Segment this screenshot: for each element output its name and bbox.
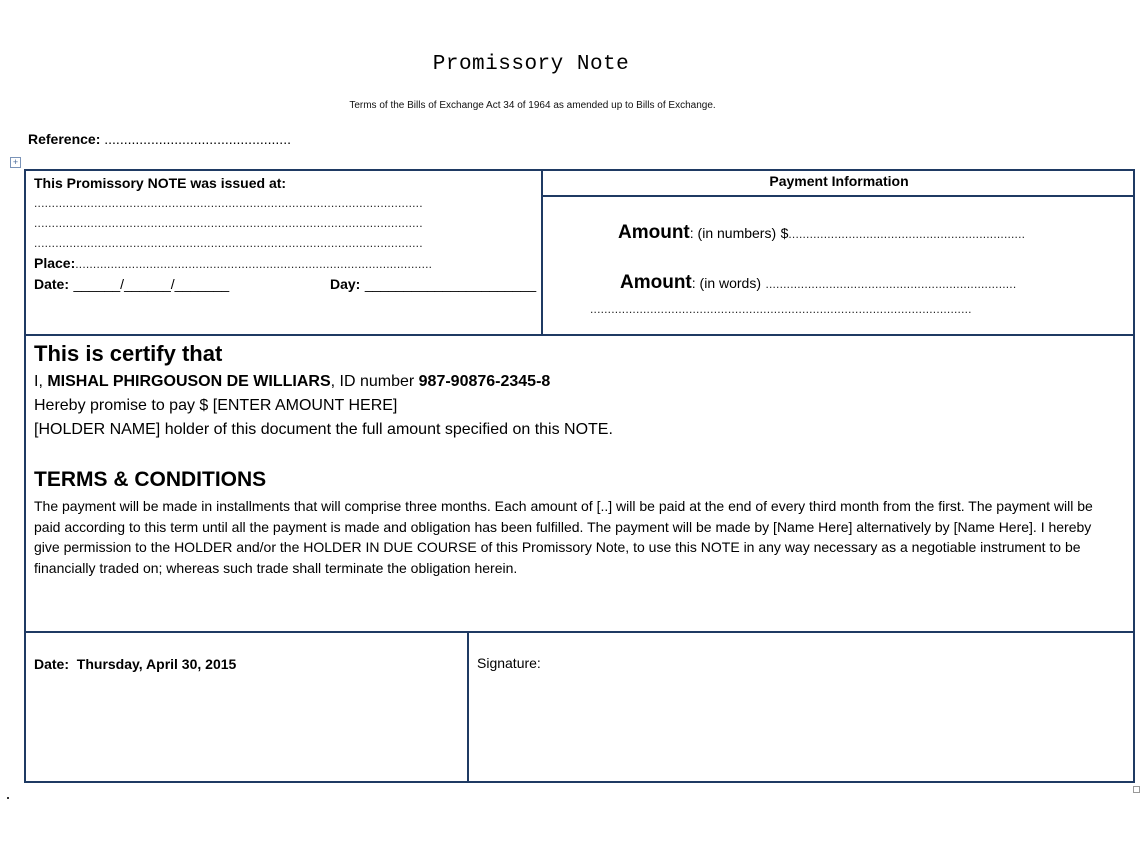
certify-line-identity	[34, 373, 550, 391]
place-line	[34, 255, 432, 273]
amount-numbers-label: Amount	[618, 222, 690, 243]
currency-prefix: $	[780, 225, 789, 241]
day-line	[330, 276, 536, 294]
document-title: Promissory Note	[432, 53, 630, 76]
id-number: 987-90876-2345-8	[418, 373, 551, 390]
document-subtitle: Terms of the Bills of Exchange Act 34 of 1964 as amended up to Bills of Exchange.	[349, 100, 716, 111]
identity-prefix: I,	[34, 373, 48, 390]
issued-at-label: This Promissory NOTE was issued at:	[34, 175, 287, 191]
issued-blank-line[interactable]: ..............................................................................................................	[34, 216, 423, 230]
amount-numbers-hint: : (in numbers)	[689, 225, 777, 241]
reference-blank[interactable]: ................................................	[104, 131, 291, 147]
amount-words-hint: : (in words)	[691, 275, 761, 291]
certify-line-holder: [HOLDER NAME] holder of this document the full amount specified on this NOTE.	[34, 421, 613, 438]
issued-blank-line[interactable]: ..............................................................................................................	[34, 196, 423, 210]
amount-numbers-line	[618, 222, 1025, 244]
certify-line-promise: Hereby promise to pay $ [ENTER AMOUNT HERE]	[34, 397, 398, 414]
place-blank[interactable]: .....................................................................................................	[75, 257, 433, 271]
issued-date-label: Date:	[34, 276, 70, 292]
column-divider-bottom	[467, 631, 469, 783]
amount-words-label: Amount	[620, 272, 692, 293]
reference-line	[28, 131, 291, 147]
table-resize-handle[interactable]	[1133, 786, 1140, 793]
reference-label: Reference:	[28, 131, 101, 147]
debtor-name: MISHAL PHIRGOUSON DE WILLIARS	[47, 373, 331, 390]
amount-words-blank[interactable]: .......................................................................	[765, 277, 1017, 291]
certify-heading: This is certify that	[34, 341, 223, 366]
terms-heading: TERMS & CONDITIONS	[34, 468, 267, 491]
footer-date-value: Thursday, April 30, 2015	[76, 656, 237, 672]
footer-date-line	[34, 656, 236, 672]
issued-date-blank[interactable]: ______/______/_______	[73, 276, 230, 292]
row-divider-top	[543, 195, 1135, 197]
paragraph-mark	[7, 797, 9, 799]
footer-date-label: Date:	[34, 656, 70, 672]
payment-info-header: Payment Information	[769, 173, 909, 189]
place-label: Place:	[34, 255, 76, 271]
row-divider-bottom	[24, 631, 1135, 633]
day-label: Day:	[330, 276, 361, 292]
row-divider-middle	[24, 334, 1135, 336]
identity-mid: , ID number	[330, 373, 419, 390]
signature-label: Signature:	[477, 655, 541, 671]
amount-numbers-blank[interactable]: ...................................................................	[788, 227, 1026, 241]
amount-words-line	[620, 272, 1016, 294]
terms-body: The payment will be made in installments that will comprise three months. Each amount of [..] will be paid at the end of every third month from the first. The payment will be paid according to this term until all the payment is made and obligation has been fulfilled. The payment will be made by [Name Here] alternatively by [Name Here]. I hereby give permission to the HOLDER and/or the HOLDER IN DUE COURSE of this Promissory Note, to use this NOTE in any way necessary as a negotiable instrument to be financially traded on; whereas such trade shall terminate the obligation herein.	[34, 498, 1093, 576]
date-line-top	[34, 276, 229, 294]
day-blank[interactable]: ______________________	[364, 276, 537, 292]
column-divider-top	[541, 169, 543, 335]
move-cross-icon[interactable]: +	[10, 157, 21, 168]
amount-words-extra-blank[interactable]: ............................................................................................................	[590, 302, 972, 316]
issued-blank-line[interactable]: ..............................................................................................................	[34, 236, 423, 250]
